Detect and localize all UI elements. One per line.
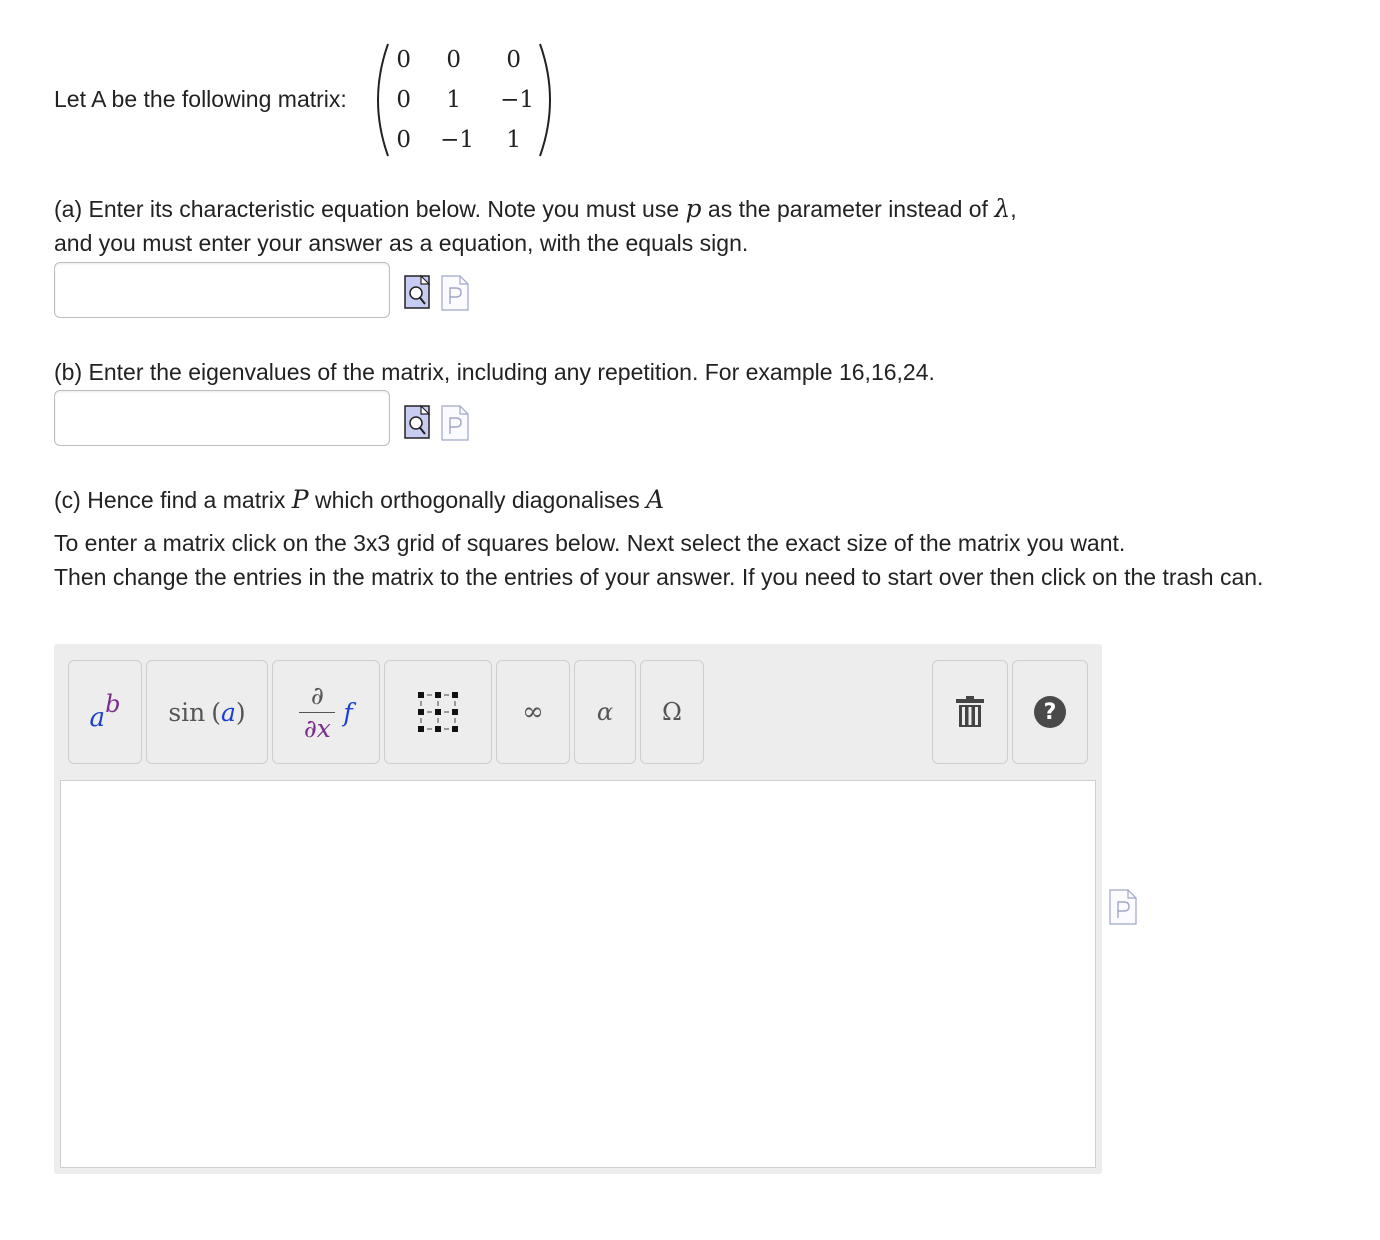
matrix-A — [374, 40, 554, 160]
matrix-grid-icon — [416, 690, 460, 734]
omega-symbol: Ω — [662, 698, 682, 726]
part-a-instruction-line2: and you must enter your answer as a equation, with the equals sign. — [54, 230, 749, 256]
power-base: a — [89, 703, 106, 733]
matrix-cell: −1 — [440, 127, 474, 153]
derivative-function: f — [343, 697, 353, 727]
functions-button[interactable] — [146, 660, 268, 764]
close-paren: ) — [235, 697, 246, 727]
matrix-cell: −1 — [500, 87, 534, 113]
math-editor-input-area[interactable] — [60, 780, 1096, 1168]
greek-uppercase-button[interactable] — [640, 660, 704, 764]
sin-argument: a — [221, 697, 236, 727]
part-a-text-suffix: , — [1010, 196, 1017, 222]
math-editor — [54, 644, 1102, 1174]
var-lambda: λ — [994, 194, 1011, 223]
part-c-instruction — [54, 483, 664, 517]
eigenvalues-input[interactable] — [54, 390, 390, 446]
alpha-symbol: α — [596, 698, 614, 726]
sin-label: sin — [168, 697, 206, 727]
infinity-symbol: ∞ — [522, 697, 544, 727]
part-a-text-middle: as the parameter instead of — [701, 196, 995, 222]
matrix-grid-button[interactable] — [384, 660, 492, 764]
matrix-cell: 1 — [446, 87, 461, 113]
var-A: A — [646, 485, 665, 514]
part-c-instruction-line1: To enter a matrix click on the 3x3 grid of squares below. Next select the exact size of the matrix you want. — [54, 530, 1126, 556]
fraction-bar — [299, 712, 335, 713]
derivative-denominator: ∂x — [303, 713, 331, 743]
part-a-text-prefix: (a) Enter its characteristic equation below. Note you must use — [54, 196, 686, 222]
var-P: P — [291, 485, 309, 514]
part-c-text-middle: which orthogonally diagonalises — [308, 487, 647, 513]
characteristic-equation-input[interactable] — [54, 262, 390, 318]
infinity-button[interactable] — [496, 660, 570, 764]
feedback-icon[interactable] — [440, 274, 470, 312]
matrix-cell: 0 — [506, 47, 521, 73]
var-p: p — [685, 194, 702, 223]
help-icon-glyph: ? — [1043, 699, 1057, 725]
feedback-icon[interactable] — [440, 404, 470, 442]
matrix-cell: 0 — [396, 127, 411, 153]
matrix-cell: 0 — [396, 47, 411, 73]
part-c-instruction-line2: Then change the entries in the matrix to the entries of your answer. If you need to start over then click on the trash can. — [54, 564, 1264, 590]
matrix-cell: 0 — [446, 47, 461, 73]
open-paren: ( — [211, 697, 222, 727]
matrix-cell: 0 — [396, 87, 411, 113]
trash-icon — [954, 695, 986, 729]
derivative-fraction — [299, 682, 335, 743]
preview-icon[interactable] — [404, 274, 434, 312]
calculus-button[interactable] — [272, 660, 380, 764]
help-button[interactable] — [1012, 660, 1088, 764]
preview-icon[interactable] — [404, 404, 434, 442]
greek-lowercase-button[interactable] — [574, 660, 636, 764]
part-c-text-prefix: (c) Hence find a matrix — [54, 487, 292, 513]
part-a-instruction — [54, 192, 1017, 226]
part-b-instruction: (b) Enter the eigenvalues of the matrix, including any repetition. For example 16,16,24. — [54, 359, 935, 385]
matrix-cell: 1 — [506, 127, 521, 153]
clear-button[interactable] — [932, 660, 1008, 764]
derivative-numerator: ∂ — [310, 680, 324, 710]
help-icon — [1034, 696, 1066, 728]
intro-label: Let A be the following matrix: — [54, 86, 347, 112]
power-exponent: b — [105, 690, 121, 718]
power-button[interactable] — [68, 660, 142, 764]
feedback-icon[interactable] — [1108, 888, 1138, 926]
